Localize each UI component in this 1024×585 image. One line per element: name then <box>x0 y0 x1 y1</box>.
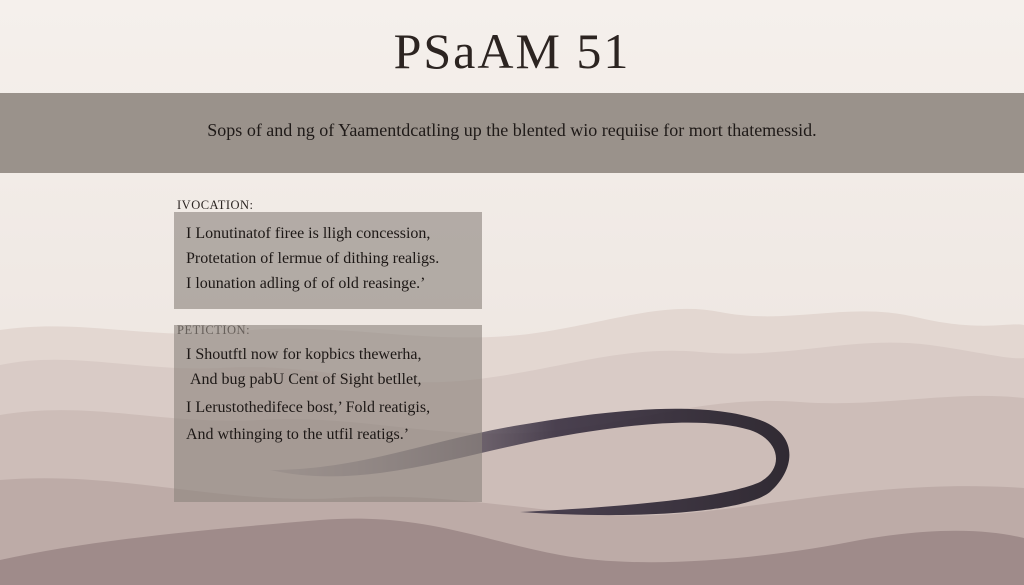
verse-line: Protetation of lermue of dithing realigs. <box>186 250 440 267</box>
verse-line: I Lonutinatof firee is lligh concession, <box>186 225 431 242</box>
banner-text: Sops of and ng of Yaamentdcatling up the blented wio requiise for mort thatemessid. <box>207 120 817 140</box>
page-title: PSaAM 51 <box>393 23 631 79</box>
verse-box-petition <box>174 325 482 502</box>
verse-line: And wthinging to the utfil reatigs.’ <box>186 426 410 443</box>
verse-line: I lounation adling of of old reasinge.’ <box>186 275 426 292</box>
verse-line: I Shoutftl now for kopbics thewerha, <box>186 346 422 363</box>
verse-box-invocation <box>174 212 482 309</box>
verse-line: And bug pabU Cent of Sight betllet, <box>190 371 422 388</box>
subtitle-banner <box>0 93 1024 173</box>
section-label-invocation: IVOCATION: <box>177 198 254 212</box>
verse-line: I Lerustothedifece bost,’ Fold reatigis, <box>186 399 431 416</box>
